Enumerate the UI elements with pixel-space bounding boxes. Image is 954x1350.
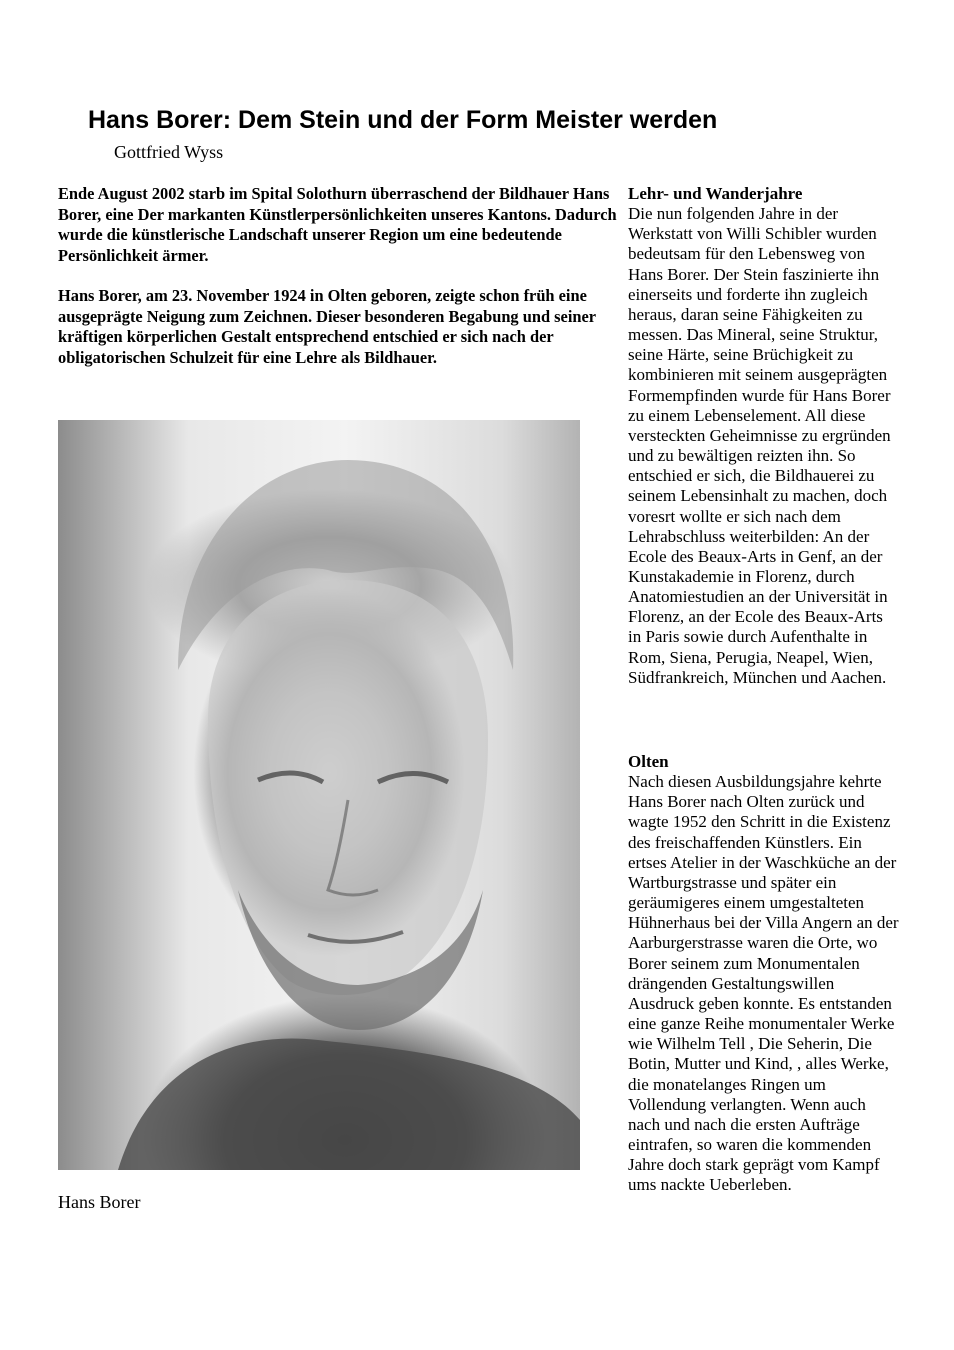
article-title: Hans Borer: Dem Stein und der Form Meister werden [88, 106, 718, 134]
section-heading: Olten [628, 752, 669, 771]
portrait-drawing [58, 420, 580, 1170]
intro-paragraph: Ende August 2002 starb im Spital Solothurn überraschend der Bildhauer Hans Borer, eine Der markanten Künstlerpersönlichkeiten unseres Kantons. Dadurch wurde die künstlerische Landschaft unserer Region um eine bedeutende Persönlichkeit ärmer. [58, 184, 617, 265]
section-body: Die nun folgenden Jahre in der Werkstatt von Willi Schibler wurden bedeutsam für den Lebensweg von Hans Borer. Der Stein faszinierte ihn einerseits und forderte ihn zugleich heraus, daran seine Fähigkeiten zu messen. Das Mineral, seine Struktur, seine Härte, seine Brüchigkeit zu kombinieren mit seinem ausgeprägten Formempfinden wurde für Hans Borer zu einem Lebenselement. All diese versteckten Geheimnisse zu ergründen und zu bewältigen reizten ihn. So entschied er sich, die Bildhauerei zu seinem Lebensinhalt zu machen, doch voresrt wollte er sich nach dem Lehrabschluss weiterbilden: An der Ecole des Beaux-Arts in Genf, an der Kunstakademie in Florenz, durch Anatomiestudien an der Universität in Florenz, an der Ecole des Beaux-Arts in Paris sowie durch Aufenthalte in Rom, Siena, Perugia, Neapel, Wien, Südfrankreich, München und Aachen. [628, 204, 891, 687]
intro-paragraph: Hans Borer, am 23. November 1924 in Olten geboren, zeigte schon früh eine ausgeprägte Neigung zum Zeichnen. Dieser besonderen Begabung und seiner kräftigen körperlichen Gestalt entsprechend entschied er sich nach der obligatorischen Schulzeit für eine Lehre als Bildhauer. [58, 286, 596, 367]
section-heading: Lehr- und Wanderjahre [628, 184, 803, 203]
section-olten [628, 752, 900, 1195]
intro-text [58, 184, 618, 388]
section-body: Nach diesen Ausbildungsjahre kehrte Hans Borer nach Olten zurück und wagte 1952 den Schritt in die Existenz des freischaffenden Künstlers. Ein ertses Atelier in der Waschküche an der Wartburgstrasse und später ein geräumigeres einem umgestalteten Hühnerhaus bei der Villa Angern an der Aarburgerstrasse waren die Orte, wo Borer seinem zum Monumentalen drängenden Gestaltungswillen Ausdruck geben konnte. Es entstanden eine ganze Reihe monumentaler Werke wie Wilhelm Tell , Die Seherin, Die Botin, Mutter und Kind, , alles Werke, die monatelanges Ringen um Vollendung verlangten. Wenn auch nach und nach die ersten Aufträge eintrafen, so waren die kommenden Jahre doch stark geprägt vom Kampf ums nackte Ueberleben. [628, 772, 899, 1195]
author-name: Gottfried Wyss [114, 142, 224, 162]
photo-caption: Hans Borer [58, 1192, 141, 1212]
portrait-photo [58, 420, 580, 1170]
section-lehr-und-wanderjahre [628, 184, 900, 688]
